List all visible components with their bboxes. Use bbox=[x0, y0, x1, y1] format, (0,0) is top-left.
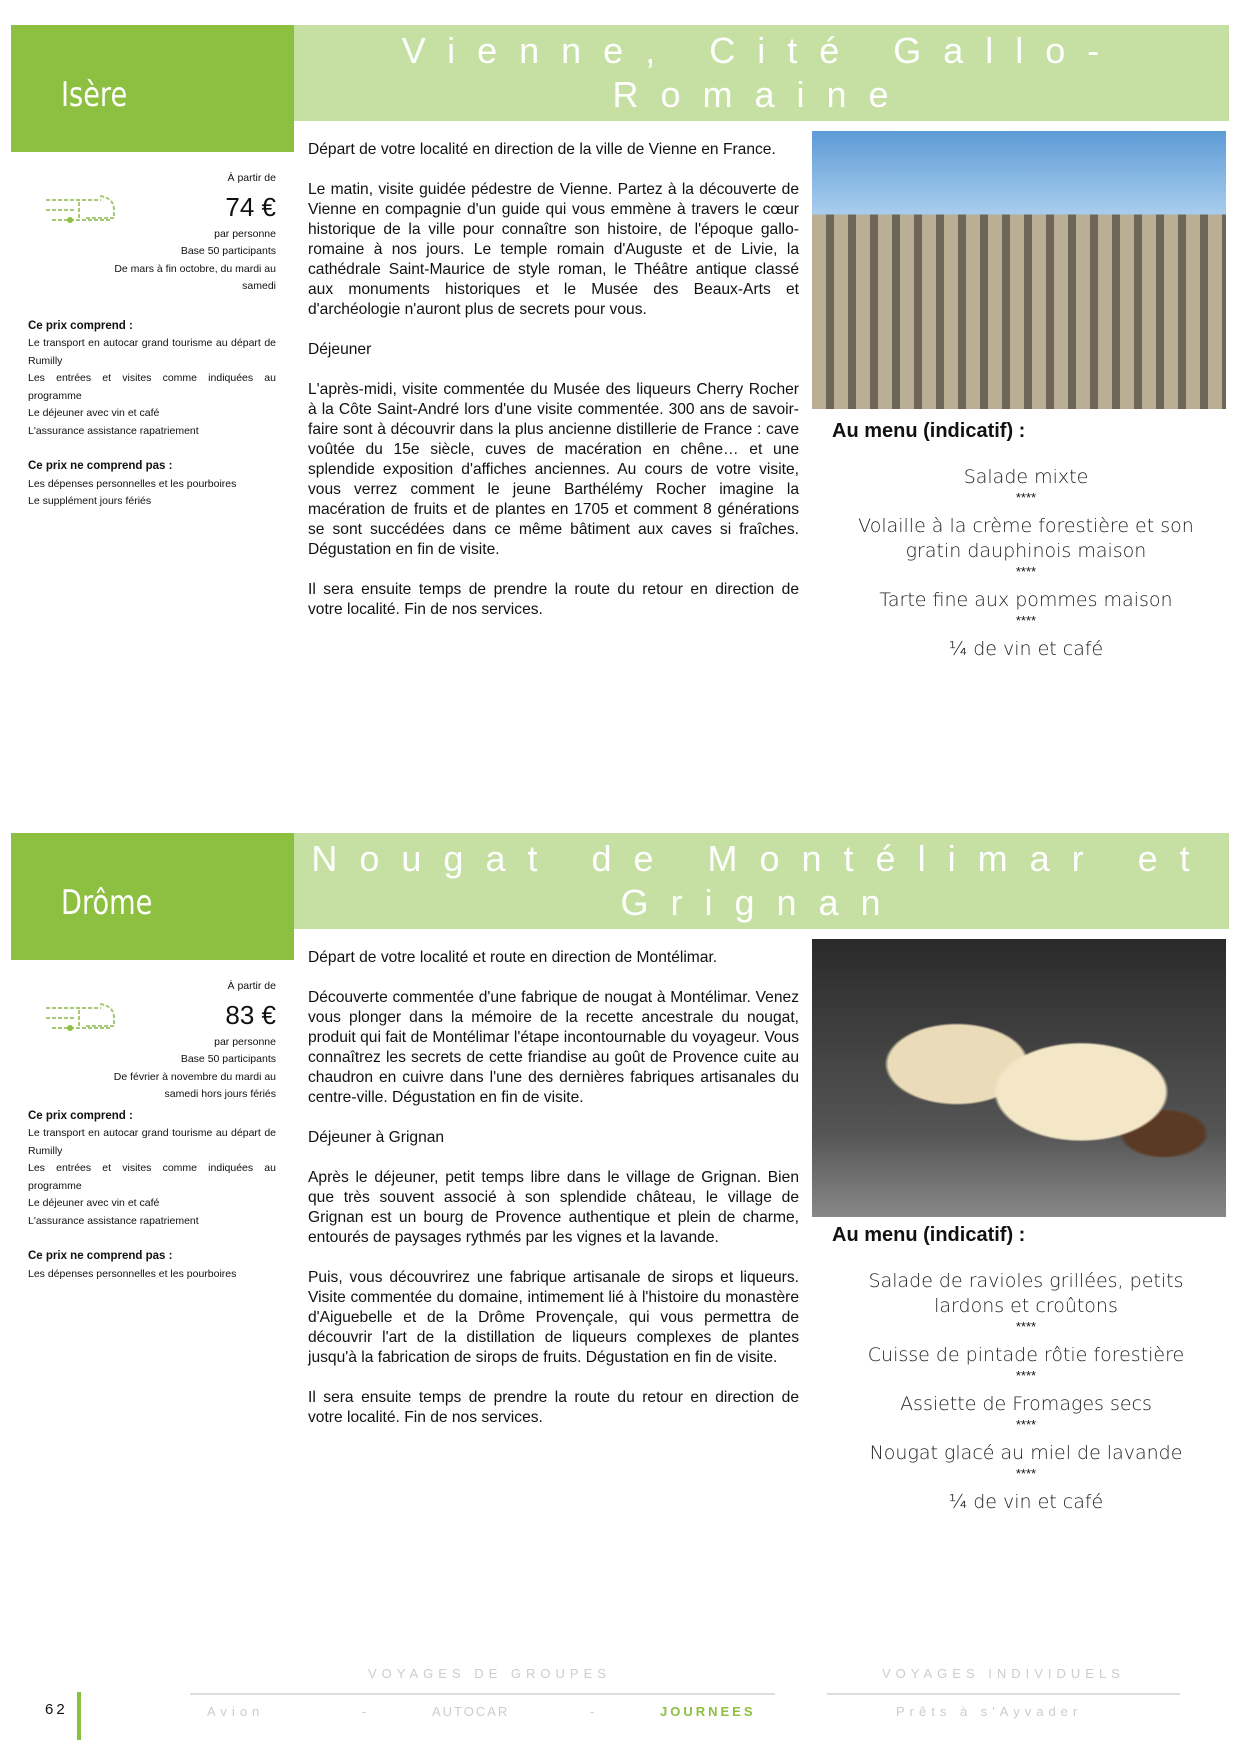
menu bbox=[832, 420, 1220, 662]
nav-separator: - bbox=[362, 1704, 372, 1719]
includes-item: Le déjeuner avec vin et café bbox=[28, 1197, 160, 1209]
menu-item: Cuisse de pintade rôtie forestière bbox=[867, 1344, 1185, 1366]
itinerary-text bbox=[308, 948, 799, 1448]
menu-item: Salade mixte bbox=[963, 466, 1089, 488]
includes-title: Ce prix comprend : bbox=[28, 319, 133, 332]
itinerary-text bbox=[308, 140, 799, 640]
region-name: Isère bbox=[61, 75, 128, 115]
includes-item: Les entrées et visites comme indiquées au programme bbox=[28, 1162, 276, 1192]
per-person: par personne bbox=[214, 227, 276, 240]
region-label bbox=[11, 833, 294, 960]
page-number: 62 bbox=[45, 1701, 68, 1718]
includes-item: Les entrées et visites comme indiquées au programme bbox=[28, 372, 276, 402]
per-person: par personne bbox=[214, 1035, 276, 1048]
nav-separator: - bbox=[590, 1704, 600, 1719]
excursion-photo bbox=[812, 939, 1226, 1217]
itinerary-paragraph: Départ de votre localité et route en direction de Montélimar. bbox=[308, 949, 718, 966]
menu-item: Salade de ravioles grillées, petits lardons et croûtons bbox=[868, 1270, 1184, 1317]
nav-avion[interactable]: Avion bbox=[207, 1704, 265, 1719]
includes-item: L'assurance assistance rapatriement bbox=[28, 1214, 199, 1227]
from-label: À partir de bbox=[227, 172, 276, 184]
footer-individual-label: VOYAGES INDIVIDUELS bbox=[882, 1666, 1125, 1681]
excursion-section bbox=[0, 0, 1240, 760]
footer-divider bbox=[190, 1693, 775, 1695]
menu-separator: **** bbox=[1015, 613, 1037, 628]
price: 83 € bbox=[225, 999, 276, 1030]
menu-separator: **** bbox=[1015, 1466, 1037, 1481]
price: 74 € bbox=[225, 191, 276, 222]
excludes-item: Le supplément jours fériés bbox=[28, 495, 152, 507]
itinerary-paragraph: Déjeuner à Grignan bbox=[308, 1129, 445, 1146]
menu bbox=[832, 1224, 1220, 1515]
base-participants: Base 50 participants bbox=[180, 1053, 276, 1065]
nav-autocar[interactable]: AUTOCAR bbox=[432, 1704, 510, 1719]
menu-item: Nougat glacé au miel de lavande bbox=[869, 1442, 1183, 1464]
includes-item: Le déjeuner avec vin et café bbox=[28, 407, 160, 419]
menu-item: ¼ de vin et café bbox=[948, 638, 1104, 660]
excludes-title: Ce prix ne comprend pas : bbox=[28, 1250, 173, 1262]
period: De mars à fin octobre, du mardi au samedi bbox=[114, 262, 276, 292]
includes-item: Le transport en autocar grand tourisme au départ de Rumilly bbox=[28, 337, 276, 367]
base-participants: Base 50 participants bbox=[180, 245, 276, 257]
excludes-item: Les dépenses personnelles et les pourboires bbox=[28, 477, 237, 490]
excursion-section bbox=[0, 808, 1240, 1568]
menu-item: Tarte fine aux pommes maison bbox=[879, 589, 1173, 611]
menu-separator: **** bbox=[1015, 1417, 1037, 1432]
itinerary-paragraph: L'après-midi, visite commentée du Musée des liqueurs Cherry Rocher à la Côte Saint-André lors d'une visite commentée. 300 ans de savoir-faire sont à découvrir dans la plus ancienne distillerie de France : cave voûtée du 15e siècle, cuves de macération en chêne… et une splendide exposition d'affiches anciennes. Au cours de votre visite, vous verrez comment le jeune Barthélémy Rocher imagine la macération de fruits et de plantes en 1705 et comment 8 générations se sont succédées dans ce même bâtiment aux caves si fraîches. Dégustation en fin de visite. bbox=[308, 381, 799, 558]
menu-item: ¼ de vin et café bbox=[948, 1491, 1104, 1513]
footer-groups-label: VOYAGES DE GROUPES bbox=[368, 1666, 611, 1681]
menu-title: Au menu (indicatif) : bbox=[832, 420, 1026, 442]
itinerary-paragraph: Départ de votre localité en direction de la ville de Vienne en France. bbox=[308, 141, 776, 158]
nav-prets-a-sayvader[interactable]: Prêts à s'Ayvader bbox=[896, 1704, 1083, 1719]
price-panel bbox=[28, 978, 276, 1283]
itinerary-paragraph: Il sera ensuite temps de prendre la route du retour en direction de votre localité. Fin de nos services. bbox=[308, 1389, 799, 1426]
includes-title: Ce prix comprend : bbox=[28, 1109, 133, 1122]
excursion-title: Nougat de Montélimar et Grignan bbox=[294, 833, 1229, 929]
menu-item: Volaille à la crème forestière et son gratin dauphinois maison bbox=[858, 515, 1194, 562]
page-accent-bar bbox=[77, 1692, 81, 1740]
price-panel bbox=[28, 170, 276, 511]
from-label: À partir de bbox=[227, 980, 276, 992]
excludes-item: Les dépenses personnelles et les pourboires bbox=[28, 1267, 237, 1280]
itinerary-paragraph: Le matin, visite guidée pédestre de Vienne. Partez à la découverte de Vienne en compagnie d'un guide qui vous emmène à travers le cœur historique de la ville pour connaître son histoire, de l'époque gallo-romaine à nos jours. Le temple romain d'Auguste et de Livie, la cathédrale Saint-Maurice de style roman, le Théâtre antique classé aux monuments historiques et le Musée des Beaux-Arts et d'archéologie n'auront plus de secrets pour vous. bbox=[308, 181, 799, 318]
menu-item: Assiette de Fromages secs bbox=[900, 1393, 1152, 1415]
itinerary-paragraph: Après le déjeuner, petit temps libre dans le village de Grignan. Bien que très souvent associé à son splendide château, le village de Grignan est un bourg de Provence authentique et plein de charme, entourés de paysages rythmés par les vignes et la lavande. bbox=[308, 1169, 799, 1246]
excludes-title: Ce prix ne comprend pas : bbox=[28, 460, 173, 472]
menu-separator: **** bbox=[1015, 1368, 1037, 1383]
itinerary-paragraph: Puis, vous découvrirez une fabrique artisanale de sirops et liqueurs. Visite commentée du domaine, intimement lié à l'histoire du monastère d'Aiguebelle et de la Drôme Provençale, qui vous permettra de découvrir l'art de la distillation de liqueurs complexes de plantes jusqu'à la fabrication de sirops de fruits. Dégustation en fin de visite. bbox=[308, 1269, 799, 1366]
menu-separator: **** bbox=[1015, 564, 1037, 579]
period: De février à novembre du mardi au samedi hors jours fériés bbox=[113, 1070, 276, 1100]
itinerary-paragraph: Découverte commentée d'une fabrique de nougat à Montélimar. Venez vous plonger dans la mémoire de la recette ancestrale du nougat, produit qui fait de Montélimar l'étape incontournable du voyageur. Vous connaîtrez les secrets de cette friandise au goût de Provence cuite au chaudron en cuivre dans l'une des dernières fabriques artisanales du centre-ville. Dégustation en fin de visite. bbox=[308, 989, 799, 1106]
itinerary-paragraph: Déjeuner bbox=[308, 341, 372, 358]
footer-divider bbox=[827, 1693, 1180, 1695]
includes-item: Le transport en autocar grand tourisme au départ de Rumilly bbox=[28, 1127, 276, 1157]
excursion-photo bbox=[812, 131, 1226, 409]
nav-journees[interactable]: JOURNEES bbox=[660, 1704, 756, 1719]
includes-item: L'assurance assistance rapatriement bbox=[28, 424, 199, 437]
excursion-title: Vienne, Cité Gallo-Romaine bbox=[294, 25, 1229, 121]
region-label bbox=[11, 25, 294, 152]
menu-title: Au menu (indicatif) : bbox=[832, 1224, 1026, 1246]
menu-separator: **** bbox=[1015, 490, 1037, 505]
itinerary-paragraph: Il sera ensuite temps de prendre la route du retour en direction de votre localité. Fin de nos services. bbox=[308, 581, 799, 618]
menu-separator: **** bbox=[1015, 1319, 1037, 1334]
region-name: Drôme bbox=[61, 883, 153, 923]
